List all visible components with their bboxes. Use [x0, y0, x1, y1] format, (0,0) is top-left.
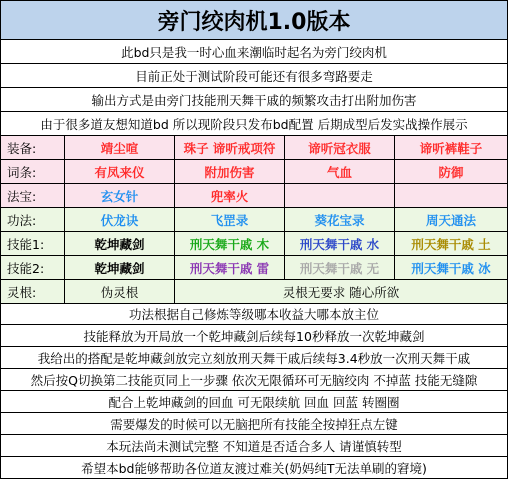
intro-line-2: 目前正处于测试阶段可能还有很多弯路要走	[0, 64, 508, 88]
treasure-item: 兜率火	[175, 184, 285, 207]
note-line-1: 功法根据自己修炼等级哪本收益大哪本放主位	[0, 304, 508, 325]
skill2-row	[0, 256, 508, 280]
note-line-5: 配合上乾坤藏剑的回血 可无限续航 回血 回蓝 转圈圈	[0, 391, 508, 413]
affix-label: 词条:	[1, 160, 65, 183]
note-line-3: 我给出的搭配是乾坤藏剑放完立刻放刑天舞干戚后续每3.4秒放一次刑天舞干戚	[0, 347, 508, 369]
affix-item: 有凤来仪	[65, 160, 175, 183]
skill2-item: 乾坤藏剑	[65, 256, 175, 279]
root-item: 伪灵根	[65, 280, 175, 303]
method-item: 周天通法	[425, 212, 476, 228]
equip-label: 装备:	[1, 136, 65, 159]
note-line-4: 然后按Q切换第二技能页同上一步骤 依次无限循环可无脑绞肉 不掉蓝 技能无缝隙	[0, 369, 508, 391]
skill1-item: 刑天舞干戚 土	[411, 236, 491, 252]
affix-item: 防御	[438, 164, 464, 180]
equip-item: 珠子 谛听戒项符	[175, 136, 285, 159]
root-row	[0, 280, 508, 304]
note-line-8: 希望本bd能够帮助各位道友渡过难关(奶妈纯T无法单刷的窘境)	[0, 457, 508, 479]
intro-line-4: 由于很多道友想知道bd 所以现阶段只发布bd配置 后期成型后发实战操作展示	[0, 112, 508, 136]
empty-cell	[395, 184, 507, 207]
equip-item: 谛听冠衣服	[285, 136, 395, 159]
skill2-item: 刑天舞干戚 雷	[175, 256, 285, 279]
empty-cell	[285, 184, 395, 207]
treasure-label: 法宝:	[1, 184, 65, 207]
treasure-item: 玄女针	[65, 184, 175, 207]
note-line-2: 技能释放为开局放一个乾坤藏剑后续每10秒释放一次乾坤藏剑	[0, 325, 508, 347]
skill1-item: 刑天舞干戚 木	[175, 232, 285, 255]
equip-row	[0, 136, 508, 160]
note-line-7: 本玩法尚未测试完整 不知道是否适合多人 请谨慎转型	[0, 435, 508, 457]
method-label: 功法:	[1, 208, 65, 231]
skill1-label: 技能1:	[1, 232, 65, 255]
affix-row	[0, 160, 508, 184]
equip-item: 谛听裤鞋子	[419, 140, 483, 156]
skill1-item: 乾坤藏剑	[65, 232, 175, 255]
skill2-item: 刑天舞干戚 无	[285, 256, 395, 279]
root-label: 灵根:	[1, 280, 65, 303]
intro-line-3: 输出方式是由旁门技能刑天舞干戚的频繁攻击打出附加伤害	[0, 88, 508, 112]
intro-line-1: 此bd只是我一时心血来潮临时起名为旁门绞肉机	[0, 40, 508, 64]
affix-item: 附加伤害	[175, 160, 285, 183]
method-item: 葵花宝录	[285, 208, 395, 231]
note-line-6: 需要爆发的时候可以无脑把所有技能全按掉狂点左键	[0, 413, 508, 435]
skill2-item: 刑天舞干戚 冰	[411, 260, 491, 276]
skill2-label: 技能2:	[1, 256, 65, 279]
skill1-item: 刑天舞干戚 水	[285, 232, 395, 255]
root-item: 灵根无要求 随心所欲	[282, 284, 400, 300]
method-item: 飞罡录	[175, 208, 285, 231]
equip-item: 靖尘喧	[65, 136, 175, 159]
skill1-row	[0, 232, 508, 256]
sheet-title: 旁门绞肉机1.0版本	[0, 0, 508, 40]
affix-item: 气血	[285, 160, 395, 183]
method-row	[0, 208, 508, 232]
method-item: 伏龙诀	[65, 208, 175, 231]
treasure-row	[0, 184, 508, 208]
